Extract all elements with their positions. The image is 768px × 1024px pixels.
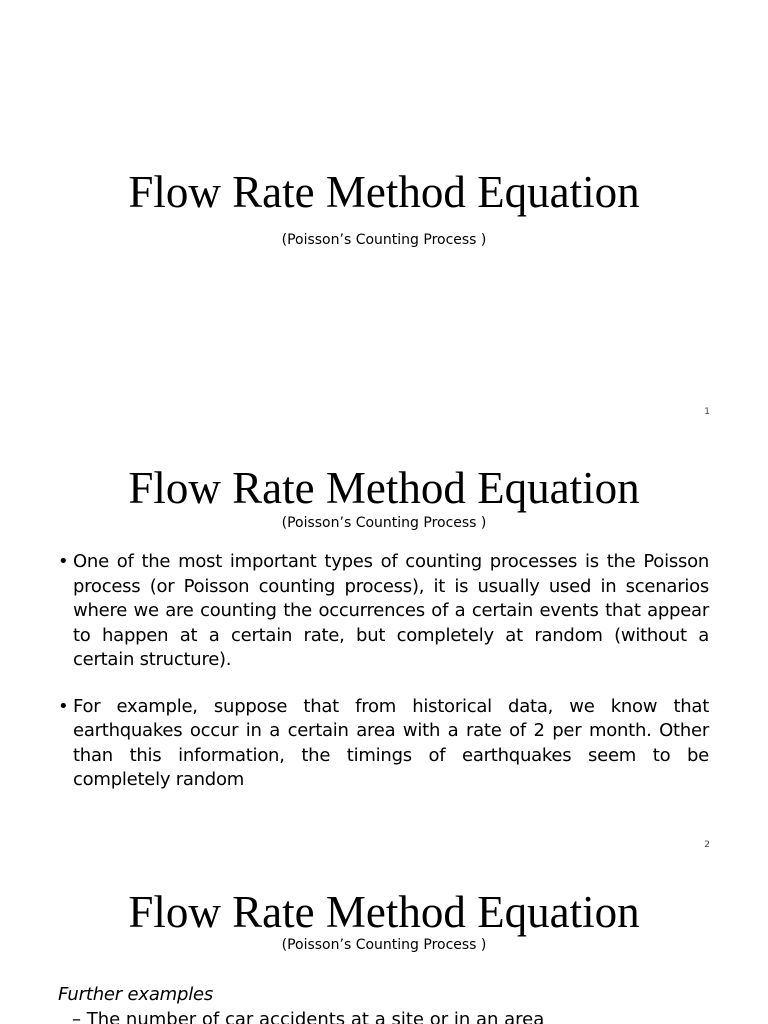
- slide-title: Flow Rate Method Equation: [128, 887, 640, 937]
- partial-list-item: – The number of car accidents at a site or in an area: [72, 1009, 545, 1024]
- section-heading: Further examples: [58, 984, 214, 1005]
- bullet-icon: •: [58, 551, 69, 572]
- slide-3: [0, 860, 768, 1024]
- bullet-text: For example, suppose that from historical data, we know that earthquakes occur in a certain area with a rate of 2 per month. Other than this information, the timings of earthquakes seem to be completely random: [73, 695, 709, 790]
- slide-title: Flow Rate Method Equation: [128, 167, 640, 217]
- slide-title: Flow Rate Method Equation: [128, 463, 640, 513]
- slide-subtitle: (Poisson’s Counting Process ): [281, 515, 487, 531]
- slide-2: [0, 430, 768, 860]
- slide-number: 1: [704, 407, 710, 417]
- bullet-list: [58, 550, 709, 793]
- slide-1: [0, 0, 768, 430]
- slide-subtitle: (Poisson’s Counting Process ): [281, 232, 487, 248]
- slide-number: 2: [704, 840, 710, 850]
- bullet-item: [58, 550, 709, 673]
- slide-subtitle: (Poisson’s Counting Process ): [281, 937, 487, 953]
- bullet-text: One of the most important types of counting processes is the Poisson process (or Poisson counting process), it is usually used in scenarios where we are counting the occurrences of a certain events that appear to happen at a certain rate, but completely at random (without a certain structure).: [73, 551, 709, 670]
- bullet-item: [58, 695, 709, 793]
- bullet-icon: •: [58, 695, 69, 717]
